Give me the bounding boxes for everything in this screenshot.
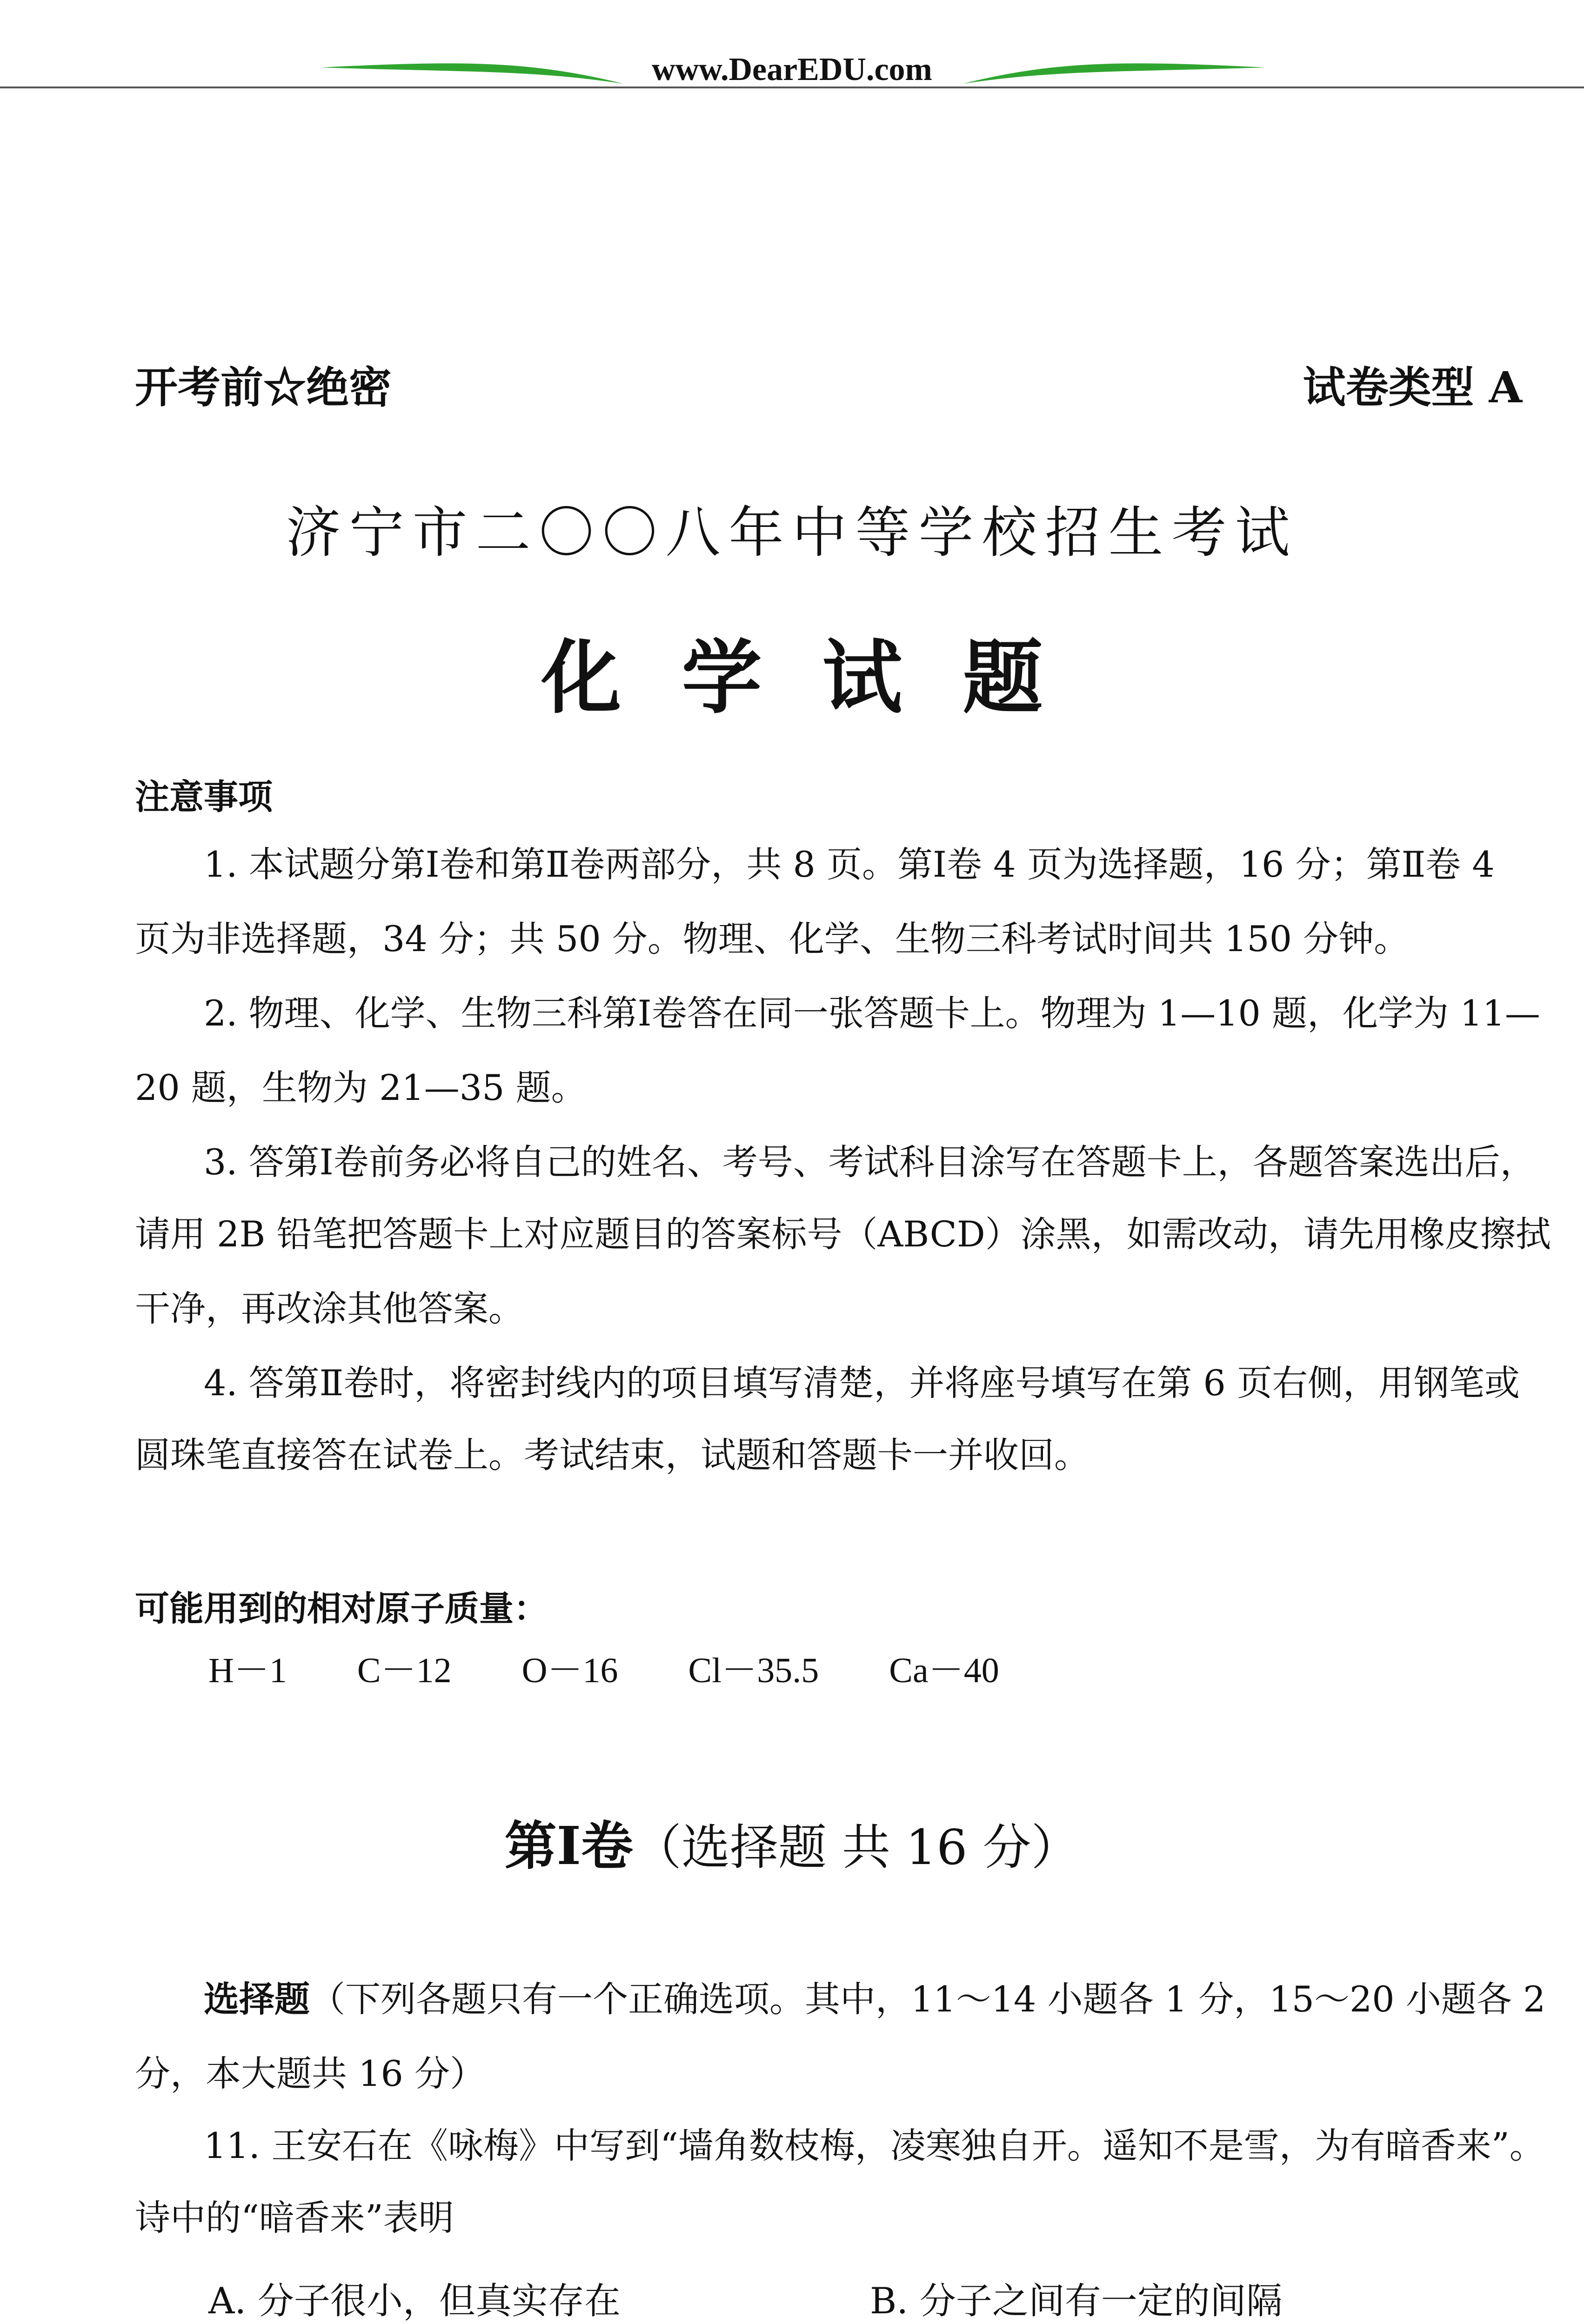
choice-label: 选择题 (204, 1978, 310, 2020)
notice-line: 20 题，生物为 21—35 题。 (135, 1067, 587, 1108)
notice-line: 请用 2B 铅笔把答题卡上对应题目的答案标号（ABCD）涂黑，如需改动，请先用橡皮擦拭 (135, 1213, 1551, 1255)
part1-title: 第Ⅰ卷 (504, 1816, 633, 1877)
atomic-mass-item: H－1 (208, 1651, 287, 1690)
atomic-mass-item: O－16 (521, 1651, 618, 1690)
choice-intro-text: （下列各题只有一个正确选项。其中，11～14 小题各 1 分，15～20 小题各 2 (310, 1978, 1546, 2020)
notice-line: 圆珠笔直接答在试卷上。考试结束，试题和答题卡一并收回。 (135, 1434, 1089, 1476)
question-11-option-b[interactable]: B. 分子之间有一定的间隔 (870, 2280, 1283, 2322)
part1-heading (0, 1805, 1584, 1879)
question-11-stem: 11. 王安石在《咏梅》中写到“墙角数枝梅，凌寒独自开。遥知不是雪，为有暗香来”。 (204, 2125, 1545, 2166)
choice-intro-line (204, 1963, 1545, 2036)
notice-line: 4. 答第Ⅱ卷时，将密封线内的项目填写清楚，并将座号填写在第 6 页右侧，用钢笔或 (204, 1362, 1520, 1404)
atomic-mass-item: C－12 (357, 1651, 452, 1690)
notice-line: 页为非选择题，34 分；共 50 分。物理、化学、生物三科考试时间共 150 分钟。 (135, 918, 1410, 959)
subject-title: 化学试题 (541, 630, 1103, 725)
choice-intro-line: 分，本大题共 16 分） (135, 2053, 486, 2094)
exam-title: 济宁市二〇〇八年中等学校招生考试 (286, 500, 1298, 565)
notice-line: 3. 答第Ⅰ卷前务必将自己的姓名、考号、考试科目涂写在答题卡上，各题答案选出后， (204, 1141, 1536, 1183)
question-11-stem: 诗中的“暗香来”表明 (135, 2197, 454, 2238)
secrecy-label: 开考前☆绝密 (135, 362, 392, 413)
part1-subtitle: （选择题 共 16 分） (633, 1819, 1080, 1876)
site-url[interactable]: www.DearEDU.com (652, 52, 932, 87)
paper-type-label: 试卷类型 A (1303, 362, 1522, 413)
notice-line: 1. 本试题分第Ⅰ卷和第Ⅱ卷两部分，共 8 页。第Ⅰ卷 4 页为选择题，16 分；第Ⅱ卷 4 (204, 844, 1495, 885)
question-11-option-a[interactable]: A. 分子很小，但真实存在 (208, 2280, 621, 2322)
atomic-mass-heading: 可能用到的相对原子质量： (135, 1589, 548, 1629)
atomic-mass-list (208, 1642, 1061, 1692)
atomic-mass-item: Ca－40 (889, 1651, 999, 1690)
notice-line: 干净，再改涂其他答案。 (135, 1288, 524, 1329)
notice-line: 2. 物理、化学、生物三科第Ⅰ卷答在同一张答题卡上。物理为 1—10 题，化学为 11— (204, 992, 1540, 1034)
notice-heading: 注意事项 (135, 777, 273, 817)
atomic-mass-item: Cl－35.5 (688, 1651, 819, 1690)
